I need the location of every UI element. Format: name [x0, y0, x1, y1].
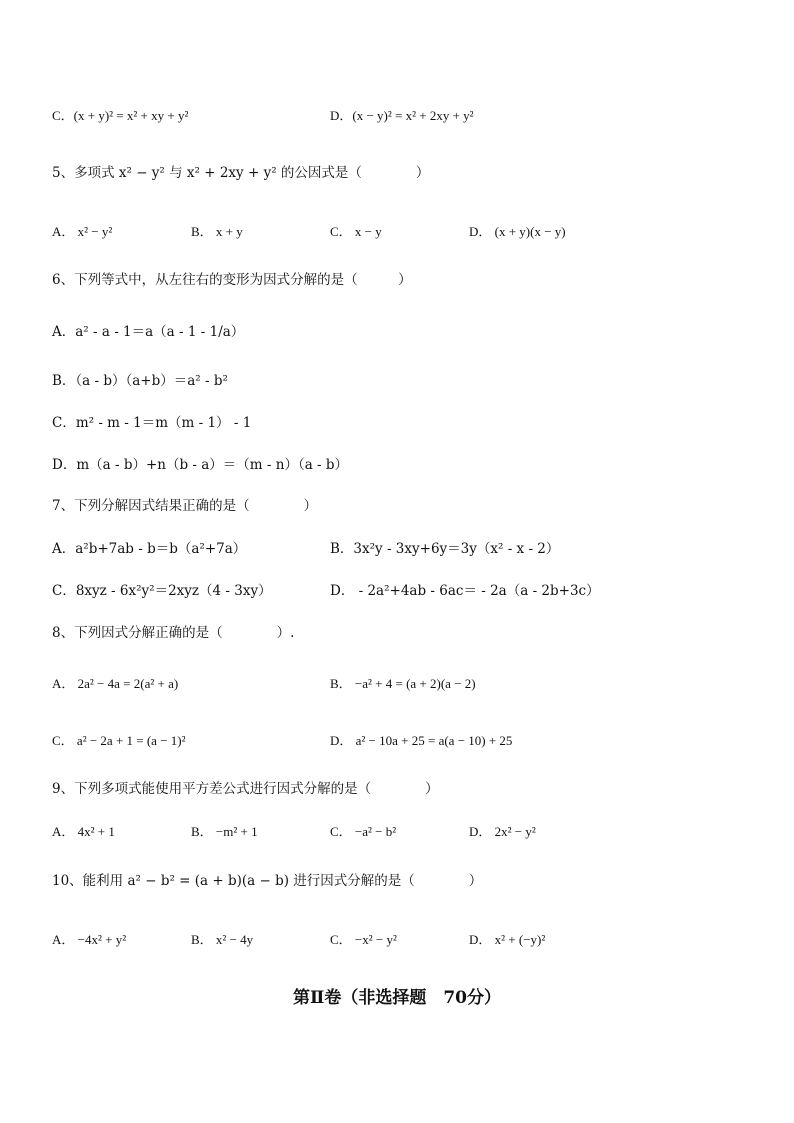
q8-option-d: D． a² − 10a + 25 = a(a − 10) + 25	[330, 733, 513, 748]
q10-option-b: B． x² − 4y	[191, 932, 254, 947]
q4-option-c: C．(x + y)² = x² + xy + y²	[52, 108, 189, 123]
q8-option-a: A． 2a² − 4a = 2(a² + a)	[52, 676, 179, 691]
q8-option-c: C． a² − 2a + 1 = (a − 1)²	[52, 733, 186, 748]
q6-option-c: C．m² - m - 1＝m（m - 1） - 1	[52, 415, 252, 431]
q6-option-d: D．m（a - b）+n（b - a）＝（m - n）（a - b）	[52, 457, 349, 473]
section-title: 第Ⅱ卷（非选择题 70分）	[293, 988, 501, 1008]
q5-option-b: B． x + y	[191, 224, 243, 239]
q8-option-b: B． −a² + 4 = (a + 2)(a − 2)	[330, 676, 476, 691]
q9-option-b: B． −m² + 1	[191, 824, 258, 839]
q10-option-d: D． x² + (−y)²	[469, 932, 546, 947]
q5-option-d: D． (x + y)(x − y)	[469, 224, 566, 239]
q9-stem: 9、下列多项式能使用平方差公式进行因式分解的是（ ）	[52, 781, 439, 797]
q7-option-c: C．8xyz - 6x²y²＝2xyz（4 - 3xy）	[52, 583, 272, 599]
q7-option-b: B．3x²y - 3xy+6y＝3y（x² - x - 2）	[330, 541, 560, 557]
q5-option-a: A． x² − y²	[52, 224, 113, 239]
q8-stem: 8、下列因式分解正确的是（ ）.	[52, 625, 295, 641]
q7-option-d: D． - 2a²+4ab - 6ac＝ - 2a（a - 2b+3c）	[330, 583, 600, 599]
q6-stem: 6、下列等式中，从左往右的变形为因式分解的是（ ）	[52, 272, 412, 288]
q10-option-c: C． −x² − y²	[330, 932, 397, 947]
q9-option-d: D． 2x² − y²	[469, 824, 536, 839]
q6-option-b: B．（a - b）（a+b）＝a² - b²	[52, 373, 228, 389]
q7-option-a: A．a²b+7ab - b＝b（a²+7a）	[52, 541, 247, 557]
q10-stem: 10、能利用 a² − b² = (a + b)(a − b) 进行因式分解的是（ ）	[52, 873, 483, 889]
q10-option-a: A． −4x² + y²	[52, 932, 127, 947]
q9-option-c: C． −a² − b²	[330, 824, 397, 839]
q5-stem: 5、多项式 x² − y² 与 x² + 2xy + y² 的公因式是（ ）	[52, 165, 430, 181]
q7-stem: 7、下列分解因式结果正确的是（ ）	[52, 498, 318, 514]
q5-option-c: C． x − y	[330, 224, 382, 239]
q4-option-d: D．(x − y)² = x² + 2xy + y²	[330, 108, 474, 123]
q6-option-a: A．a² - a - 1＝a（a - 1 - 1/a）	[52, 324, 245, 340]
q9-option-a: A． 4x² + 1	[52, 824, 115, 839]
